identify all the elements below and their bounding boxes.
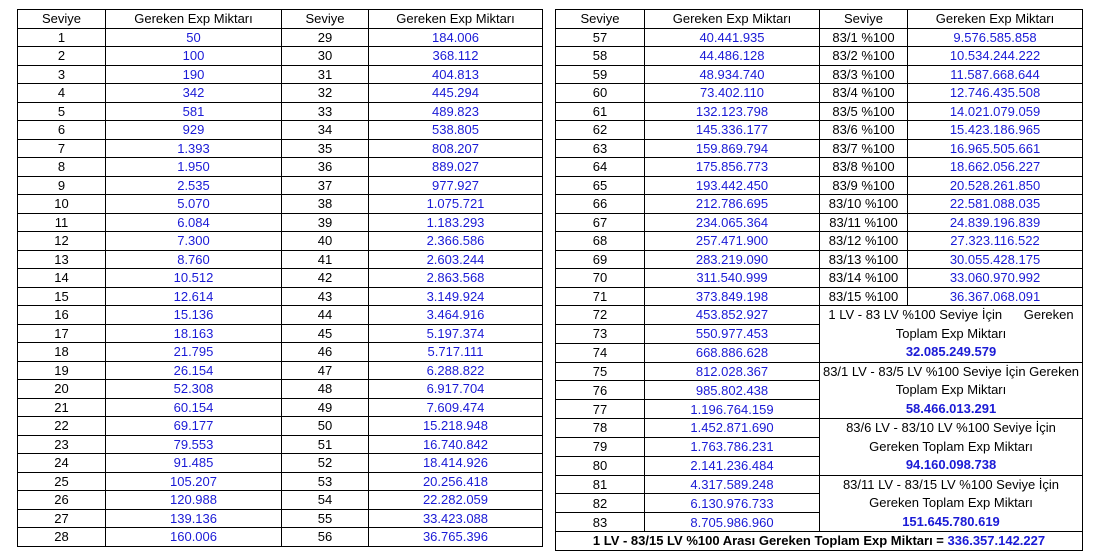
level-cell: 27	[18, 509, 106, 528]
total-label: 83/6 LV - 83/10 LV %100 Seviye İçin	[846, 420, 1056, 435]
table-row	[18, 158, 543, 177]
exp-cell: 234.065.364	[645, 213, 820, 232]
exp-cell: 1.452.871.690	[645, 419, 820, 438]
table-row	[556, 475, 1083, 494]
exp-cell: 3.149.924	[369, 287, 543, 306]
level-cell: 47	[282, 361, 369, 380]
level-cell: 3	[18, 65, 106, 84]
table-row	[18, 306, 543, 325]
level-cell: 68	[556, 232, 645, 251]
level-cell: 10	[18, 195, 106, 214]
level-cell: 42	[282, 269, 369, 288]
level-cell: 43	[282, 287, 369, 306]
exp-cell: 132.123.798	[645, 102, 820, 121]
exp-cell: 33.060.970.992	[908, 269, 1083, 288]
table-row	[18, 102, 543, 121]
level-cell: 45	[282, 324, 369, 343]
level-cell: 52	[282, 454, 369, 473]
exp-cell: 22.282.059	[369, 491, 543, 510]
table-row	[18, 121, 543, 140]
level-cell: 82	[556, 494, 645, 513]
level-cell: 73	[556, 324, 645, 343]
exp-cell: 11.587.668.644	[908, 65, 1083, 84]
level-cell: 39	[282, 213, 369, 232]
exp-cell: 60.154	[106, 398, 282, 417]
exp-cell: 26.154	[106, 361, 282, 380]
table-row	[18, 213, 543, 232]
level-cell: 4	[18, 84, 106, 103]
exp-cell: 2.141.236.484	[645, 456, 820, 475]
level-cell: 51	[282, 435, 369, 454]
header-level: Seviye	[282, 10, 369, 29]
table-row	[18, 380, 543, 399]
exp-cell: 445.294	[369, 84, 543, 103]
level-cell: 71	[556, 287, 645, 306]
level-cell: 11	[18, 213, 106, 232]
exp-cell: 977.927	[369, 176, 543, 195]
level-cell: 22	[18, 417, 106, 436]
exp-cell: 668.886.628	[645, 343, 820, 362]
exp-cell: 453.852.927	[645, 306, 820, 325]
level-cell: 8	[18, 158, 106, 177]
level-cell: 18	[18, 343, 106, 362]
table-row	[556, 47, 1083, 66]
level-cell: 55	[282, 509, 369, 528]
sublevel-cell: 83/11 %100	[820, 213, 908, 232]
total-value: 151.645.780.619	[902, 513, 1000, 529]
table-row	[556, 287, 1083, 306]
level-cell: 76	[556, 381, 645, 400]
level-cell: 61	[556, 102, 645, 121]
sublevel-cell: 83/7 %100	[820, 139, 908, 158]
level-cell: 77	[556, 400, 645, 419]
total-label: Gereken Toplam Exp Miktarı	[869, 438, 1033, 454]
exp-cell: 1.075.721	[369, 195, 543, 214]
table-row	[18, 509, 543, 528]
exp-cell: 311.540.999	[645, 269, 820, 288]
exp-cell: 18.163	[106, 324, 282, 343]
total-label: 1 LV - 83 LV %100 Seviye İçin Gereken	[828, 307, 1074, 322]
exp-cell: 212.786.695	[645, 195, 820, 214]
exp-cell: 538.805	[369, 121, 543, 140]
sublevel-cell: 83/13 %100	[820, 250, 908, 269]
exp-table-right	[555, 9, 1083, 551]
grand-total-label: 1 LV - 83/15 LV %100 Arası Gereken Toplam Exp Miktarı =	[592, 533, 948, 549]
level-cell: 26	[18, 491, 106, 510]
sublevel-cell: 83/15 %100	[820, 287, 908, 306]
level-cell: 36	[282, 158, 369, 177]
level-cell: 38	[282, 195, 369, 214]
level-cell: 41	[282, 250, 369, 269]
exp-cell: 15.423.186.965	[908, 121, 1083, 140]
header-exp: Gereken Exp Miktarı	[369, 10, 543, 29]
table-row	[18, 139, 543, 158]
header-exp: Gereken Exp Miktarı	[908, 10, 1083, 29]
header-exp: Gereken Exp Miktarı	[106, 10, 282, 29]
exp-cell: 5.197.374	[369, 324, 543, 343]
exp-cell: 18.414.926	[369, 454, 543, 473]
exp-cell: 27.323.116.522	[908, 232, 1083, 251]
total-summary	[820, 306, 1083, 363]
exp-cell: 44.486.128	[645, 47, 820, 66]
level-cell: 28	[18, 528, 106, 547]
table-row	[18, 398, 543, 417]
table-row	[556, 84, 1083, 103]
table-row	[556, 213, 1083, 232]
level-cell: 23	[18, 435, 106, 454]
exp-cell: 20.256.418	[369, 472, 543, 491]
level-cell: 37	[282, 176, 369, 195]
table-row	[18, 343, 543, 362]
exp-cell: 20.528.261.850	[908, 176, 1083, 195]
level-cell: 25	[18, 472, 106, 491]
exp-cell: 581	[106, 102, 282, 121]
exp-cell: 2.366.586	[369, 232, 543, 251]
sublevel-cell: 83/8 %100	[820, 158, 908, 177]
exp-cell: 1.196.764.159	[645, 400, 820, 419]
exp-cell: 10.534.244.222	[908, 47, 1083, 66]
sublevel-cell: 83/9 %100	[820, 176, 908, 195]
table-row	[556, 102, 1083, 121]
exp-cell: 10.512	[106, 269, 282, 288]
exp-cell: 5.717.111	[369, 343, 543, 362]
level-cell: 58	[556, 47, 645, 66]
exp-cell: 929	[106, 121, 282, 140]
level-cell: 65	[556, 176, 645, 195]
sublevel-cell: 83/2 %100	[820, 47, 908, 66]
exp-cell: 159.869.794	[645, 139, 820, 158]
level-cell: 29	[282, 28, 369, 47]
table-row	[556, 306, 1083, 325]
table-row	[18, 84, 543, 103]
header-level: Seviye	[556, 10, 645, 29]
exp-cell: 15.136	[106, 306, 282, 325]
exp-cell: 6.084	[106, 213, 282, 232]
level-cell: 67	[556, 213, 645, 232]
level-cell: 54	[282, 491, 369, 510]
table-row	[18, 65, 543, 84]
sublevel-cell: 83/14 %100	[820, 269, 908, 288]
level-cell: 70	[556, 269, 645, 288]
level-cell: 83	[556, 513, 645, 532]
level-cell: 24	[18, 454, 106, 473]
table-row	[556, 250, 1083, 269]
table-row	[556, 139, 1083, 158]
level-cell: 64	[556, 158, 645, 177]
table-row	[18, 195, 543, 214]
exp-cell: 91.485	[106, 454, 282, 473]
table-row	[18, 250, 543, 269]
exp-cell: 283.219.090	[645, 250, 820, 269]
level-cell: 50	[282, 417, 369, 436]
level-cell: 33	[282, 102, 369, 121]
table-row	[18, 454, 543, 473]
level-cell: 35	[282, 139, 369, 158]
level-cell: 74	[556, 343, 645, 362]
exp-cell: 368.112	[369, 47, 543, 66]
level-cell: 60	[556, 84, 645, 103]
exp-cell: 52.308	[106, 380, 282, 399]
exp-cell: 50	[106, 28, 282, 47]
level-cell: 53	[282, 472, 369, 491]
exp-cell: 257.471.900	[645, 232, 820, 251]
total-summary	[820, 419, 1083, 476]
table-row	[18, 435, 543, 454]
table-row	[18, 287, 543, 306]
exp-cell: 1.763.786.231	[645, 437, 820, 456]
exp-cell: 373.849.198	[645, 287, 820, 306]
table-row	[18, 176, 543, 195]
exp-cell: 489.823	[369, 102, 543, 121]
total-value: 58.466.013.291	[905, 400, 997, 416]
exp-cell: 7.609.474	[369, 398, 543, 417]
exp-cell: 6.130.976.733	[645, 494, 820, 513]
exp-cell: 985.802.438	[645, 381, 820, 400]
level-cell: 12	[18, 232, 106, 251]
level-cell: 48	[282, 380, 369, 399]
table-row	[18, 361, 543, 380]
table-row	[18, 491, 543, 510]
sublevel-cell: 83/10 %100	[820, 195, 908, 214]
exp-cell: 30.055.428.175	[908, 250, 1083, 269]
exp-cell: 36.765.396	[369, 528, 543, 547]
exp-cell: 1.183.293	[369, 213, 543, 232]
table-row	[18, 324, 543, 343]
exp-cell: 100	[106, 47, 282, 66]
level-cell: 21	[18, 398, 106, 417]
table-row	[556, 65, 1083, 84]
sublevel-cell: 83/12 %100	[820, 232, 908, 251]
level-cell: 69	[556, 250, 645, 269]
exp-cell: 8.705.986.960	[645, 513, 820, 532]
level-cell: 79	[556, 437, 645, 456]
level-cell: 20	[18, 380, 106, 399]
exp-cell: 2.863.568	[369, 269, 543, 288]
total-value: 32.085.249.579	[905, 344, 997, 359]
exp-cell: 2.535	[106, 176, 282, 195]
total-summary	[820, 362, 1083, 419]
table-row	[18, 47, 543, 66]
sublevel-cell: 83/5 %100	[820, 102, 908, 121]
level-cell: 75	[556, 362, 645, 381]
level-cell: 5	[18, 102, 106, 121]
exp-cell: 79.553	[106, 435, 282, 454]
header-exp: Gereken Exp Miktarı	[645, 10, 820, 29]
exp-cell: 40.441.935	[645, 28, 820, 47]
exp-cell: 5.070	[106, 195, 282, 214]
total-label: 83/11 LV - 83/15 LV %100 Seviye İçin	[842, 476, 1060, 492]
exp-cell: 16.965.505.661	[908, 139, 1083, 158]
header-level: Seviye	[820, 10, 908, 29]
header-row	[18, 10, 543, 29]
exp-cell: 73.402.110	[645, 84, 820, 103]
exp-table-left	[17, 9, 543, 547]
level-cell: 62	[556, 121, 645, 140]
level-cell: 14	[18, 269, 106, 288]
exp-cell: 889.027	[369, 158, 543, 177]
level-cell: 66	[556, 195, 645, 214]
table-row	[18, 232, 543, 251]
table-row	[18, 269, 543, 288]
exp-cell: 1.393	[106, 139, 282, 158]
total-summary	[820, 475, 1083, 532]
exp-cell: 9.576.585.858	[908, 28, 1083, 47]
level-cell: 57	[556, 28, 645, 47]
level-cell: 16	[18, 306, 106, 325]
exp-cell: 175.856.773	[645, 158, 820, 177]
exp-cell: 33.423.088	[369, 509, 543, 528]
exp-cell: 6.288.822	[369, 361, 543, 380]
total-label: 83/1 LV - 83/5 LV %100 Seviye İçin Gereken	[822, 363, 1080, 379]
sublevel-cell: 83/4 %100	[820, 84, 908, 103]
exp-cell: 184.006	[369, 28, 543, 47]
grand-total-value: 336.357.142.227	[947, 533, 1046, 549]
level-cell: 59	[556, 65, 645, 84]
table-row	[18, 28, 543, 47]
level-cell: 17	[18, 324, 106, 343]
level-cell: 78	[556, 419, 645, 438]
table-row	[18, 472, 543, 491]
exp-cell: 105.207	[106, 472, 282, 491]
level-cell: 44	[282, 306, 369, 325]
exp-cell: 1.950	[106, 158, 282, 177]
exp-cell: 6.917.704	[369, 380, 543, 399]
grand-total	[556, 532, 1083, 551]
level-cell: 7	[18, 139, 106, 158]
exp-cell: 3.464.916	[369, 306, 543, 325]
level-cell: 1	[18, 28, 106, 47]
table-row	[18, 417, 543, 436]
table-row	[556, 269, 1083, 288]
exp-cell: 145.336.177	[645, 121, 820, 140]
exp-cell: 48.934.740	[645, 65, 820, 84]
total-label: Toplam Exp Miktarı	[895, 382, 1007, 397]
level-cell: 63	[556, 139, 645, 158]
exp-cell: 69.177	[106, 417, 282, 436]
exp-cell: 404.813	[369, 65, 543, 84]
total-label: Gereken Toplam Exp Miktarı	[869, 495, 1033, 510]
exp-cell: 550.977.453	[645, 324, 820, 343]
level-cell: 40	[282, 232, 369, 251]
level-cell: 34	[282, 121, 369, 140]
exp-cell: 16.740.842	[369, 435, 543, 454]
exp-cell: 21.795	[106, 343, 282, 362]
level-cell: 49	[282, 398, 369, 417]
total-value: 94.160.098.738	[905, 457, 997, 472]
grand-total-row	[556, 532, 1083, 551]
table-row	[556, 195, 1083, 214]
sublevel-cell: 83/3 %100	[820, 65, 908, 84]
exp-cell: 190	[106, 65, 282, 84]
level-cell: 13	[18, 250, 106, 269]
exp-cell: 24.839.196.839	[908, 213, 1083, 232]
sublevel-cell: 83/1 %100	[820, 28, 908, 47]
level-cell: 6	[18, 121, 106, 140]
table-row	[556, 176, 1083, 195]
table-row	[556, 419, 1083, 438]
table-row	[556, 158, 1083, 177]
exp-cell: 12.614	[106, 287, 282, 306]
exp-cell: 342	[106, 84, 282, 103]
exp-cell: 12.746.435.508	[908, 84, 1083, 103]
exp-cell: 36.367.068.091	[908, 287, 1083, 306]
table-row	[556, 121, 1083, 140]
exp-cell: 8.760	[106, 250, 282, 269]
level-cell: 80	[556, 456, 645, 475]
header-row	[556, 10, 1083, 29]
table-row	[18, 528, 543, 547]
table-row	[556, 362, 1083, 381]
level-cell: 31	[282, 65, 369, 84]
level-cell: 19	[18, 361, 106, 380]
exp-cell: 139.136	[106, 509, 282, 528]
total-label: Toplam Exp Miktarı	[895, 325, 1007, 341]
level-cell: 46	[282, 343, 369, 362]
header-level: Seviye	[18, 10, 106, 29]
exp-cell: 160.006	[106, 528, 282, 547]
exp-cell: 808.207	[369, 139, 543, 158]
level-cell: 15	[18, 287, 106, 306]
level-cell: 2	[18, 47, 106, 66]
table-row	[556, 232, 1083, 251]
level-cell: 9	[18, 176, 106, 195]
exp-cell: 22.581.088.035	[908, 195, 1083, 214]
exp-cell: 14.021.079.059	[908, 102, 1083, 121]
exp-cell: 15.218.948	[369, 417, 543, 436]
sublevel-cell: 83/6 %100	[820, 121, 908, 140]
level-cell: 30	[282, 47, 369, 66]
exp-cell: 4.317.589.248	[645, 475, 820, 494]
level-cell: 72	[556, 306, 645, 325]
table-row	[556, 28, 1083, 47]
exp-cell: 7.300	[106, 232, 282, 251]
exp-cell: 120.988	[106, 491, 282, 510]
level-cell: 56	[282, 528, 369, 547]
level-cell: 32	[282, 84, 369, 103]
exp-cell: 812.028.367	[645, 362, 820, 381]
level-cell: 81	[556, 475, 645, 494]
exp-cell: 193.442.450	[645, 176, 820, 195]
exp-cell: 18.662.056.227	[908, 158, 1083, 177]
exp-cell: 2.603.244	[369, 250, 543, 269]
